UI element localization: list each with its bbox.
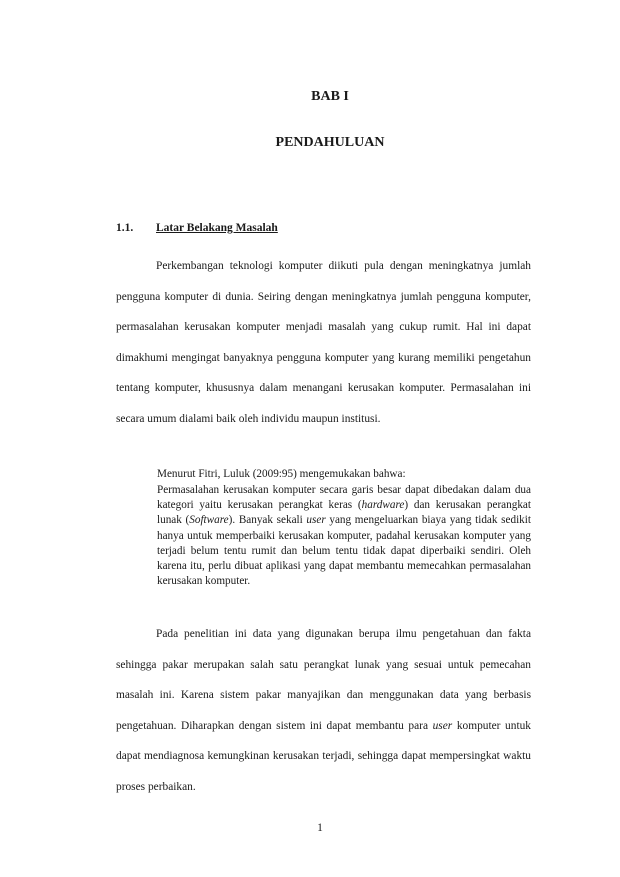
paragraph-2: [116, 619, 531, 802]
quote-italic-software: Software: [189, 514, 229, 527]
block-quote: [157, 483, 531, 589]
quote-text-4: yang mengeluarkan biaya yang tidak sedikit hanya untuk memperbaiki kerusakan komputer, padahal kerusakan komputer yang terjadi belum tentu rumit dan belum tentu tidak dapat diperbaiki sendiri. Oleh karena itu, perlu dibuat aplikasi yang dapat membantu memecahkan permasalahan kerusakan komputer.: [157, 514, 531, 588]
quote-text-1: Permasalahan kerusakan komputer secara garis besar dapat dibedakan dalam dua kategori yaitu kerusakan perangkat keras (: [157, 484, 531, 512]
quote-italic-user: user: [306, 514, 326, 527]
quote-text-2: ) dan kerusakan perangkat lunak (: [157, 499, 532, 527]
paragraph-2-italic-user: user: [432, 719, 453, 732]
paragraph-1: Perkembangan teknologi komputer diikuti pula dengan meningkatnya jumlah pengguna komputer di dunia. Seiring dengan meningkatnya jumlah pengguna komputer, permasalahan kerusakan komputer menjadi masalah yang cukup rumit. Hal ini dapat dimakhumi mengingat banyaknya pengguna komputer yang kurang memiliki pengetahun tentang komputer, khususnya dalam menangani kerusakan komputer. Permasalahan ini secara umum dialami baik oleh individu maupun institusi.: [116, 260, 531, 425]
section-number: 1.1.: [116, 222, 134, 234]
chapter-title: PENDAHULUAN: [275, 135, 385, 150]
quote-text-3: ). Banyak sekali: [228, 514, 307, 527]
quote-italic-hardware: hardware: [361, 499, 405, 512]
quote-intro: Menurut Fitri, Luluk (2009:95) mengemukakan bahwa:: [157, 468, 406, 480]
section-title: Latar Belakang Masalah: [156, 222, 278, 234]
paragraph-2-text-b: komputer untuk dapat mendiagnosa kemungkinan kerusakan terjadi, sehingga dapat mempersingkat waktu proses perbaikan.: [116, 719, 532, 793]
section-heading: [116, 222, 278, 234]
page-number: 1: [317, 822, 323, 834]
chapter-number: BAB I: [311, 89, 349, 104]
paragraph-2-text-a: Pada penelitian ini data yang digunakan berupa ilmu pengetahuan dan fakta sehingga pakar merupakan salah satu perangkat lunak yang sesuai untuk pemecahan masalah ini. Karena sistem pakar manyajikan dan menggunakan data yang berbasis pengetahuan. Diharapkan dengan sistem ini dapat membantu para: [116, 628, 531, 732]
